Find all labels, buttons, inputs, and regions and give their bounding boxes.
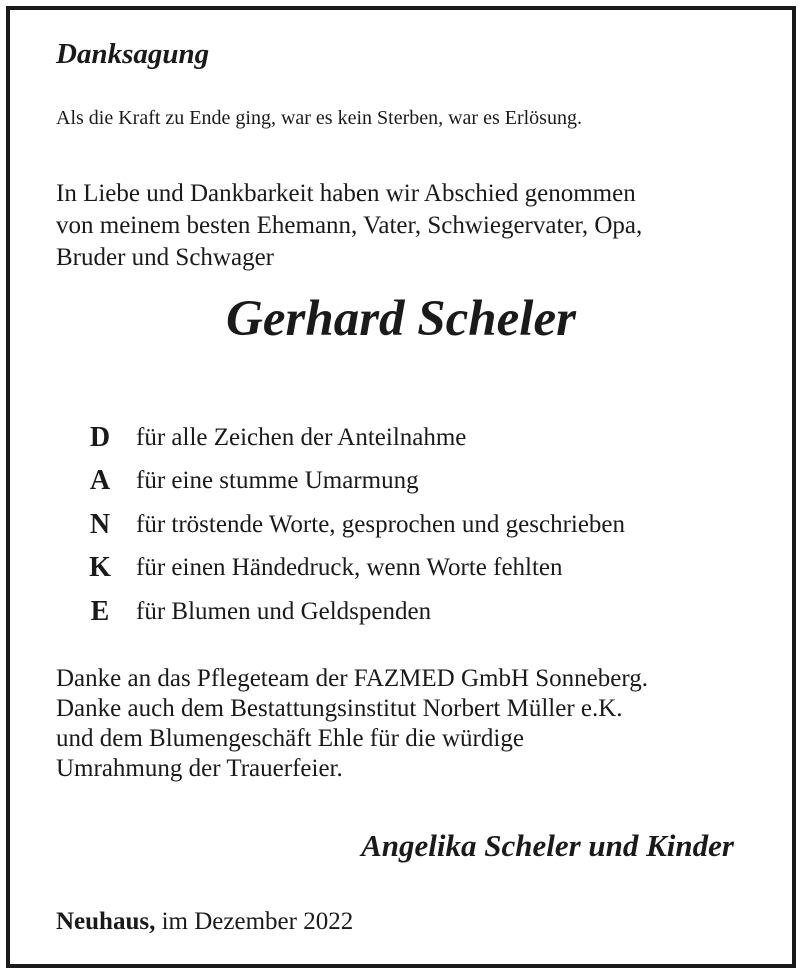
danke-item (70, 547, 625, 591)
danke-item (70, 503, 625, 547)
danke-text: für alle Zeichen der Anteilnahme (136, 423, 467, 451)
danke-item (70, 416, 625, 460)
danke-letter: K (89, 552, 111, 584)
heading: Danksagung (56, 38, 210, 70)
date: im Dezember 2022 (161, 908, 354, 935)
intro-line: von meinem besten Ehemann, Vater, Schwiegervater, Opa, (56, 212, 643, 239)
danke-letter: A (89, 465, 111, 497)
intro-line: In Liebe und Dankbarkeit haben wir Abschied genommen (56, 180, 636, 207)
danke-letter: D (89, 421, 111, 453)
thanks-line: Danke an das Pflegeteam der FAZMED GmbH Sonneberg. (56, 665, 648, 692)
danke-letter: E (90, 595, 110, 627)
danke-letter: N (89, 508, 111, 540)
signature: Angelika Scheler und Kinder (361, 828, 734, 863)
motto: Als die Kraft zu Ende ging, war es kein Sterben, war es Erlösung. (56, 107, 582, 129)
danke-text: für eine stumme Umarmung (136, 467, 419, 495)
danke-text: für einen Händedruck, wenn Worte fehlten (136, 554, 563, 582)
thanks-line: und dem Blumengeschäft Ehle für die würdige (56, 725, 524, 752)
danke-text: für Blumen und Geldspenden (136, 597, 432, 625)
thanks-line: Umrahmung der Trauerfeier. (56, 755, 343, 782)
danke-list (70, 416, 625, 634)
danke-text: für tröstende Worte, gesprochen und geschrieben (136, 510, 626, 538)
deceased-name: Gerhard Scheler (226, 291, 576, 347)
notice-frame (6, 6, 796, 968)
thanks-line: Danke auch dem Bestattungsinstitut Norbert Müller e.K. (56, 695, 623, 722)
intro-line: Bruder und Schwager (56, 244, 274, 271)
danke-item (70, 460, 625, 504)
place-date (56, 908, 353, 936)
place: Neuhaus, (56, 908, 156, 935)
danke-item (70, 590, 625, 634)
thanks-paragraph (56, 664, 648, 784)
intro-paragraph (56, 178, 642, 274)
